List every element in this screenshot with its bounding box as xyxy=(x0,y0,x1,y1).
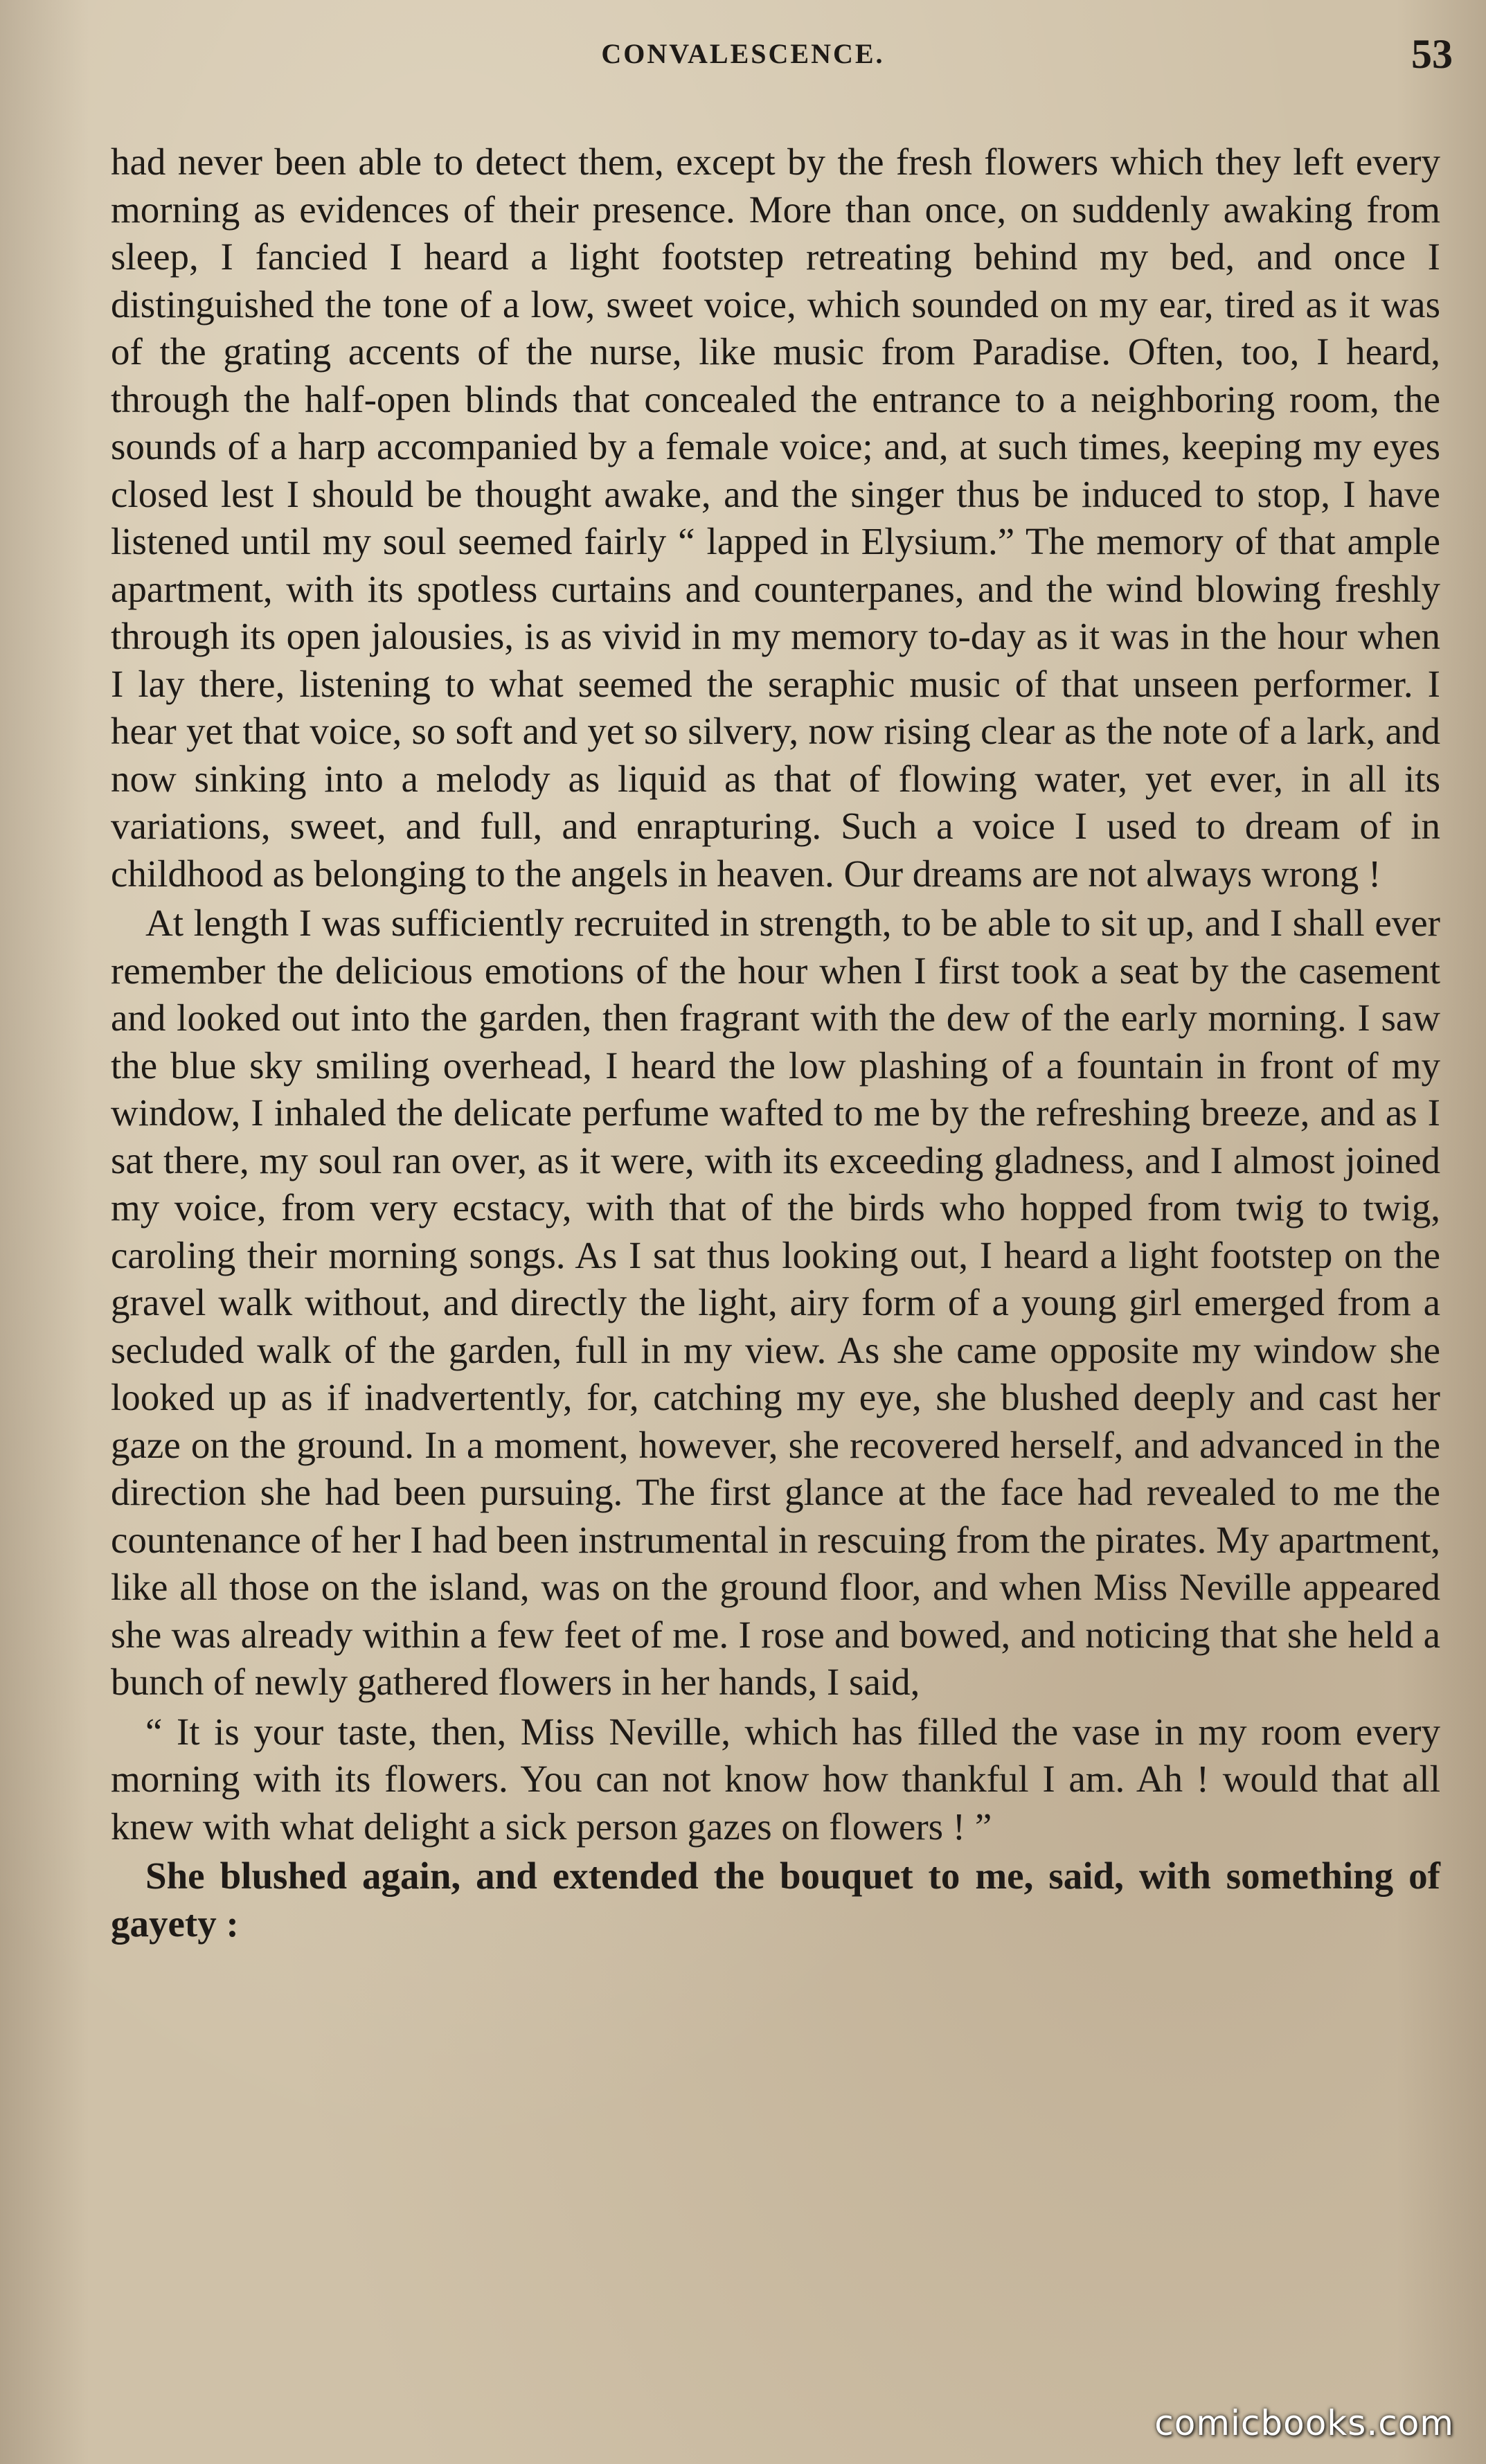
running-head xyxy=(0,30,1486,86)
paragraph: had never been able to detect them, except by the fresh flowers which they left every morning as evidences of their presence. More than once, on suddenly awaking from sleep, I fancied I heard a light footstep retreating behind my bed, and once I distinguished the tone of a low, sweet voice, which sounded on my ear, tired as it was of the grating accents of the nurse, like music from Paradise. Often, too, I heard, through the half-open blinds that concealed the entrance to a neighboring room, the sounds of a harp accompanied by a female voice; and, at such times, keeping my eyes closed lest I should be thought awake, and the singer thus be induced to stop, I have listened until my soul seemed fairly “ lapped in Elysium.” The memory of that ample apartment, with its spotless curtains and counterpanes, and the wind blowing freshly through its open jalousies, is as vivid in my memory to-day as it was in the hour when I lay there, listening to what seemed the seraphic music of that unseen performer. I hear yet that voice, so soft and yet so silvery, now rising clear as the note of a lark, and now sinking into a melody as liquid as that of flowing water, yet ever, in all its variations, sweet, and full, and enrapturing. Such a voice I used to dream of in childhood as belonging to the angels in heaven. Our dreams are not always wrong ! xyxy=(111,141,1440,895)
site-watermark: comicbooks.com xyxy=(1154,2403,1454,2443)
body-text xyxy=(111,139,1440,1947)
chapter-title: CONVALESCENCE. xyxy=(601,38,885,69)
paragraph: At length I was sufficiently recruited in strength, to be able to sit up, and I shall ever remember the delicious emotions of the hour when I first took a seat by the casement and looked out into the garden, then fragrant with the dew of the early morning. I saw the blue sky smiling overhead, I heard the low plashing of a fountain in front of my window, I inhaled the delicate perfume wafted to me by the refreshing breeze, and as I sat there, my soul ran over, as it were, with its exceeding gladness, and I almost joined my voice, from very ecstacy, with that of the birds who hopped from twig to twig, caroling their morning songs. As I sat thus looking out, I heard a light footstep on the gravel walk without, and directly the light, airy form of a young girl emerged from a secluded walk of the garden, full in my view. As she came opposite my window she looked up as if inadvertently, for, catching my eye, she blushed deeply and cast her gaze on the ground. In a moment, however, she recovered herself, and advanced in the direction she had been pursuing. The first glance at the face had revealed to me the countenance of her I had been instrumental in rescuing from the pirates. My apartment, like all those on the island, was on the ground floor, and when Miss Neville appeared she was already within a few feet of me. I rose and bowed, and noticing that she held a bunch of newly gathered flowers in her hands, I said, xyxy=(111,902,1440,1703)
paragraph: She blushed again, and extended the bouquet to me, said, with something of gayety : xyxy=(111,1855,1440,1945)
paragraph: “ It is your taste, then, Miss Neville, which has filled the vase in my room every morning with its flowers. You can not know how thankful I am. Ah ! would that all knew with what delight a sick person gazes on flowers ! ” xyxy=(111,1710,1440,1848)
page-number: 53 xyxy=(1411,31,1453,77)
